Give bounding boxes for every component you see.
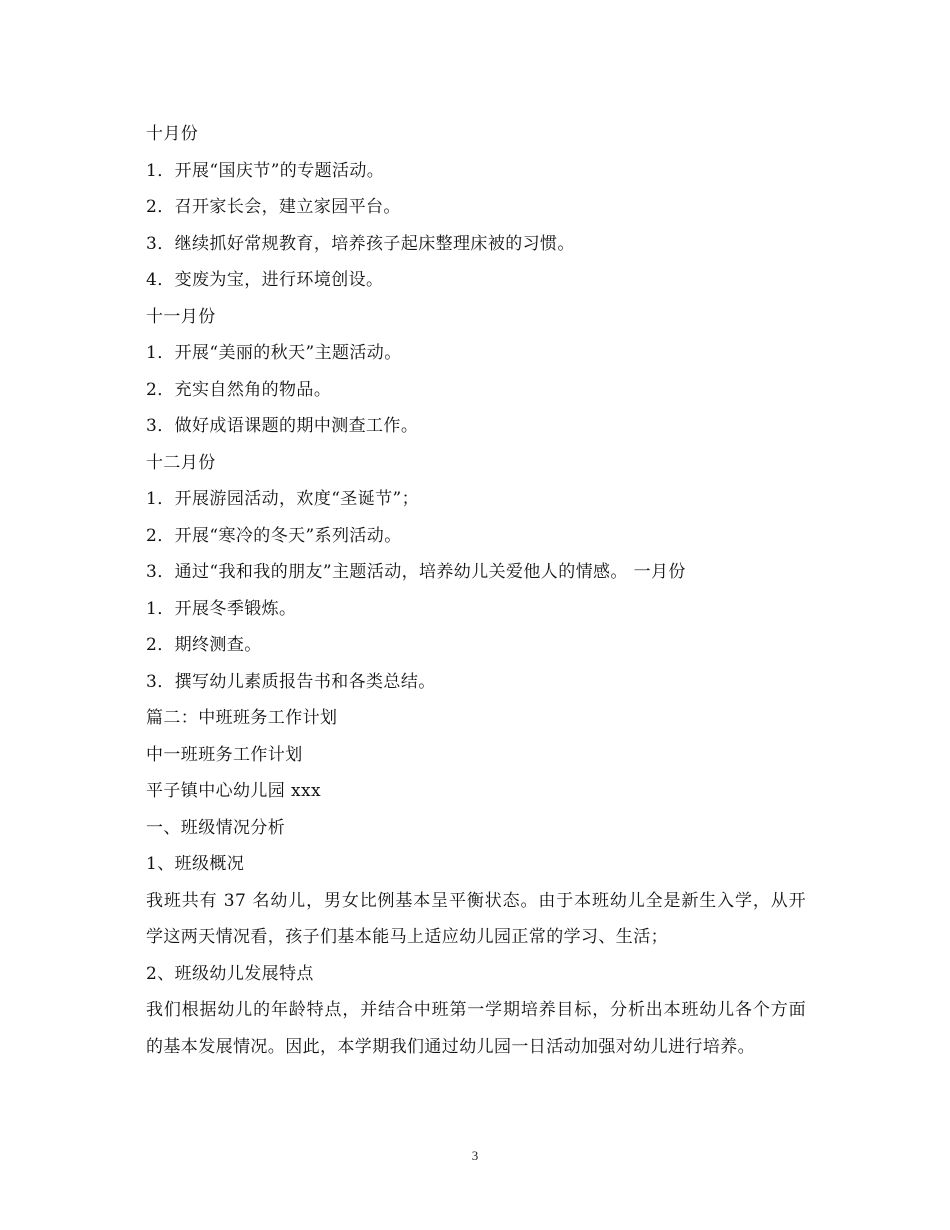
heading-november: 十一月份 <box>146 306 216 327</box>
heading-october: 十月份 <box>146 124 199 144</box>
heading-class-analysis: 一、班级情况分析 <box>146 817 286 838</box>
plan-title: 中一班班务工作计划 <box>146 744 303 765</box>
list-item: 3．撰写幼儿素质报告书和各类总结。 <box>146 671 436 692</box>
page-content <box>146 116 806 1065</box>
paragraph-development: 我们根据幼儿的年龄特点，并结合中班第一学期培养目标，分析出本班幼儿各个方面的基本发展情况。因此，本学期我们通过幼儿园一日活动加强对幼儿进行培养。 <box>146 1000 806 1057</box>
list-item: 3．通过“我和我的朋友”主题活动，培养幼儿关爱他人的情感。 一月份 <box>146 562 686 582</box>
paragraph-class-overview: 我班共有 37 名幼儿，男女比例基本呈平衡状态。由于本班幼儿全是新生入学，从开学这两天情况看，孩子们基本能马上适应幼儿园正常的学习、生活； <box>146 890 806 947</box>
list-item: 1．开展冬季锻炼。 <box>146 598 297 619</box>
heading-development: 2、班级幼儿发展特点 <box>146 963 314 984</box>
page-number: 3 <box>471 1148 479 1163</box>
list-item: 2．开展“寒冷的冬天”系列活动。 <box>146 525 402 546</box>
list-item: 3．做好成语课题的期中测查工作。 <box>146 416 419 436</box>
heading-class-overview: 1、班级概况 <box>146 854 245 874</box>
list-item: 2．期终测查。 <box>146 635 262 655</box>
section-title: 篇二：中班班务工作计划 <box>146 708 338 728</box>
heading-december: 十二月份 <box>146 452 216 473</box>
list-item: 3．继续抓好常规教育，培养孩子起床整理床被的习惯。 <box>146 233 575 254</box>
list-item: 1．开展游园活动，欢度“圣诞节”； <box>146 489 419 509</box>
list-item: 4．变废为宝，进行环境创设。 <box>146 270 384 290</box>
list-item: 2．召开家长会，建立家园平台。 <box>146 197 401 217</box>
list-item: 1．开展“国庆节”的专题活动。 <box>146 160 385 181</box>
list-item: 2．充实自然角的物品。 <box>146 379 332 400</box>
list-item: 1．开展“美丽的秋天”主题活动。 <box>146 343 402 363</box>
author-line: 平子镇中心幼儿园 xxx <box>146 781 321 801</box>
